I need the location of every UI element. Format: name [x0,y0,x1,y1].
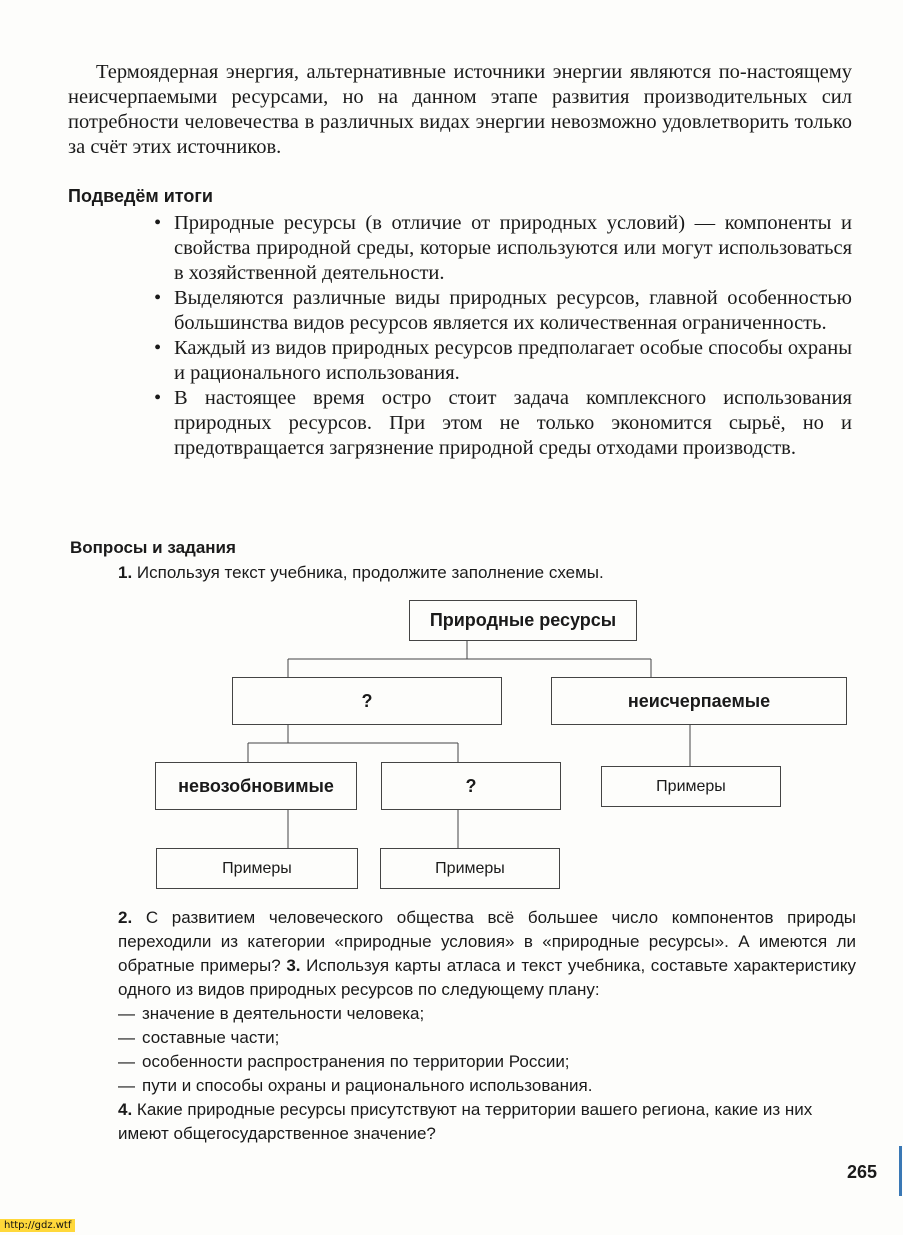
plan-item: — пути и способы охраны и рационального использования. [118,1074,856,1098]
plan-item: — особенности распространения по территории России; [118,1050,856,1074]
scheme-nonrenewable-box: невозобновимые [155,762,357,810]
summary-item: • Выделяются различные виды природных ресурсов, главной особенностью большинства видов ресурсов является их количественная ограниченность. [150,286,852,336]
question-number: 3. [286,956,301,975]
question-1 [118,563,604,583]
summary-heading: Подведём итоги [68,186,213,206]
scheme-examples-box: Примеры [380,848,560,889]
summary-item: • Каждый из видов природных ресурсов предполагает особые способы охраны и рационального использования. [150,336,852,386]
intro-paragraph: Термоядерная энергия, альтернативные источники энергии являются по-настоящему неисчерпаемыми ресурсами, но на данном этапе развития производительных сил потребности человечества в различных видах энергии невозможно удовлетворить только за счёт этих источников. [68,61,852,158]
page-number: 265 [847,1162,878,1182]
question-text: Какие природные ресурсы присутствуют на территории вашего региона, какие из них имеют общегосударственное значение? [118,1100,813,1143]
question-text: Используя текст учебника, продолжите заполнение схемы. [136,563,604,582]
summary-item: • Природные ресурсы (в отличие от природных условий) — компоненты и свойства природной среды, которые используются или могут использоваться в хозяйственной деятельности. [150,211,852,286]
plan-item: — значение в деятельности человека; [118,1002,856,1026]
question-number: 2. [118,908,133,927]
plan-item: — составные части; [118,1026,856,1050]
scheme-unknown-box: ? [381,762,561,810]
questions-heading: Вопросы и задания [70,538,236,557]
question-text: С развитием человеческого общества всё большее число компонентов природы переходили из категории «природные условия» в «природные ресурсы». А имеются ли обратные примеры? [118,908,856,975]
scheme-examples-box: Примеры [156,848,358,889]
scheme-examples-box: Примеры [601,766,781,807]
plan-list [118,1002,856,1098]
question-4 [118,1098,856,1146]
question-number: 1. [118,563,133,582]
summary-list [150,211,852,461]
scheme-root-box: Природные ресурсы [409,600,637,641]
scheme-unknown-box: ? [232,677,502,725]
questions-block [118,906,856,1146]
watermark-link[interactable]: http://gdz.wtf [0,1219,75,1232]
scheme-inexhaustible-box: неисчерпаемые [551,677,847,725]
question-number: 4. [118,1100,133,1119]
question-text: Используя карты атласа и текст учебника, составьте характеристику одного из видов природных ресурсов по следующему плану: [118,956,856,999]
page-edge-stripe [899,1146,902,1196]
question-2-3 [118,906,856,1002]
summary-item: • В настоящее время остро стоит задача комплексного использования природных ресурсов. При этом не только экономится сырьё, но и предотвращается загрязнение природной среды отходами производств. [150,386,852,461]
